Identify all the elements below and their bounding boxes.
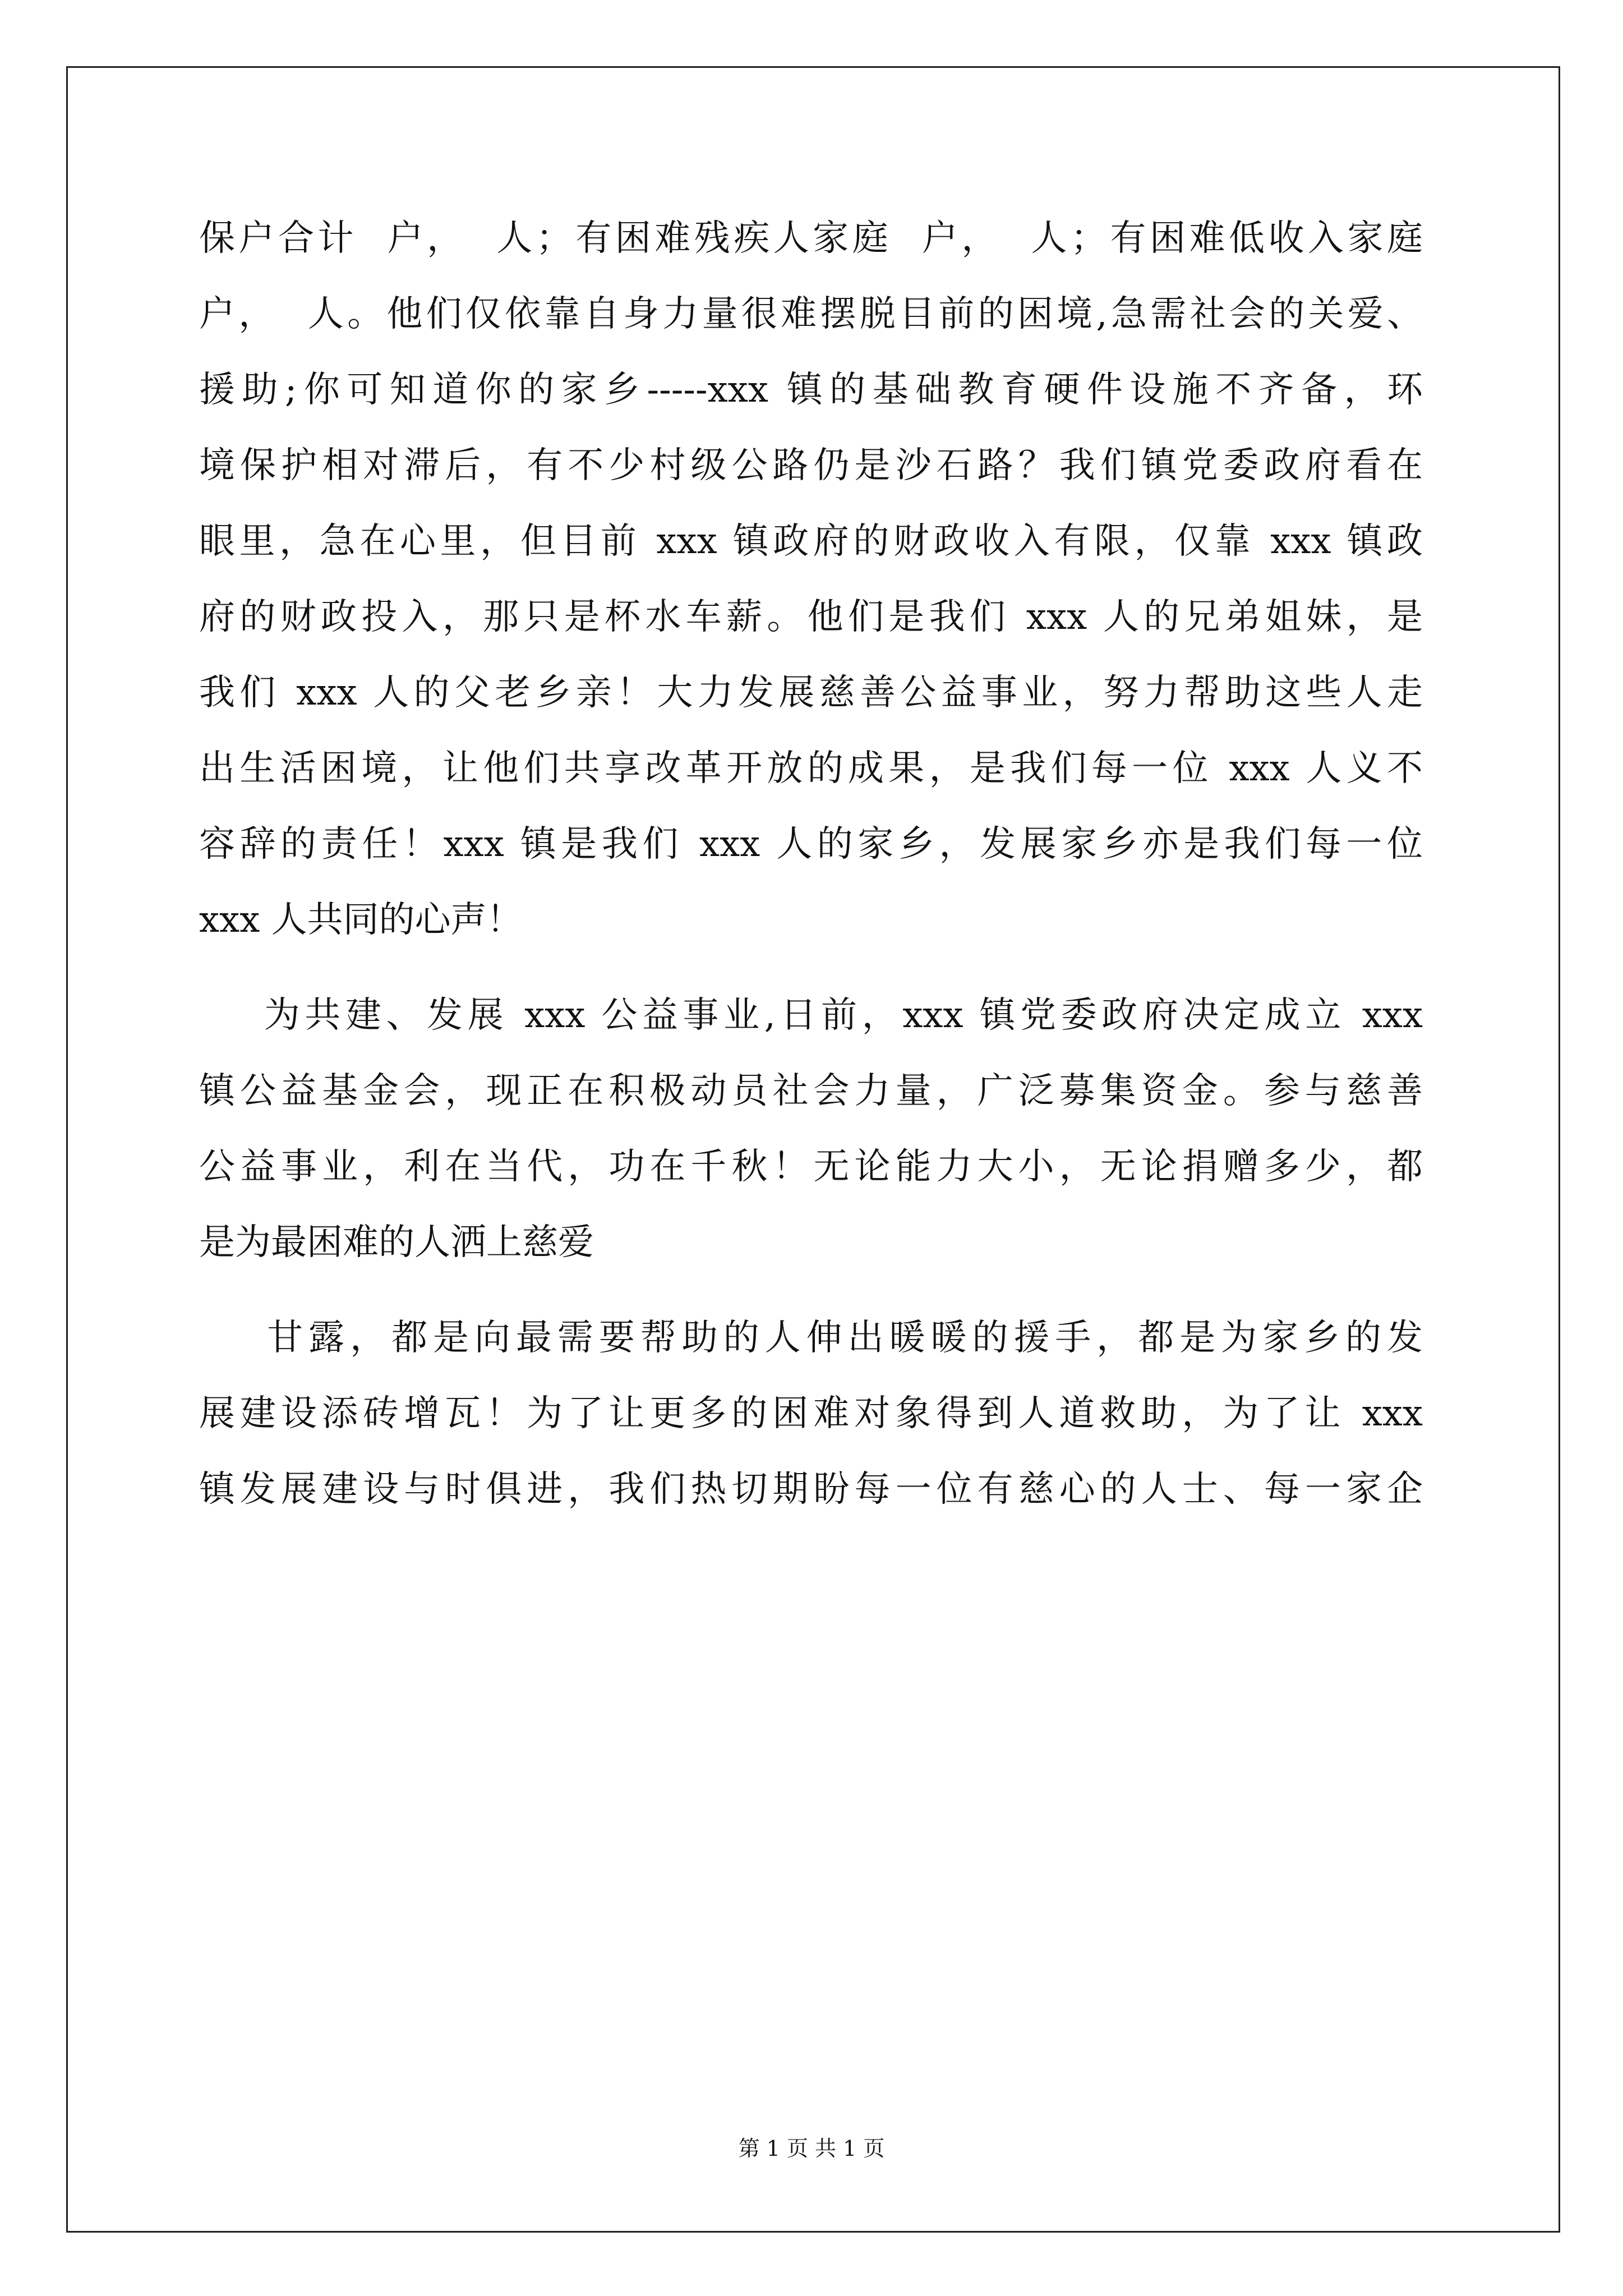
text-line: 公益事业，利在当代，功在千秋！无论能力大小，无论捐赠多少，都 [199,1146,1423,1188]
text-line: xxx 人共同的心声！ [199,899,523,941]
text-line: 眼里，急在心里，但目前 xxx 镇政府的财政收入有限，仅靠 xxx 镇政 [199,521,1423,562]
text-line: 展建设添砖增瓦！为了让更多的困难对象得到人道救助，为了让 xxx [199,1393,1423,1434]
text-line: 我们 xxx 人的父老乡亲！大力发展慈善公益事业，努力帮助这些人走 [199,672,1423,714]
text-line: 出生活困境，让他们共享改革开放的成果，是我们每一位 xxx 人义不 [199,748,1423,789]
text-line: 镇公益基金会，现正在积极动员社会力量，广泛募集资金。参与慈善 [199,1070,1423,1112]
text-line: 甘露，都是向最需要帮助的人伸出暖暖的援手，都是为家乡的发 [199,1317,1423,1359]
text-line: 是为最困难的人洒上慈爱 [199,1222,594,1263]
text-line: 容辞的责任！xxx 镇是我们 xxx 人的家乡，发展家乡亦是我们每一位 [199,823,1423,865]
text-line: 为共建、发展 xxx 公益事业,日前，xxx 镇党委政府决定成立 xxx [199,995,1423,1036]
text-line: 保户合计 户， 人；有困难残疾人家庭 户， 人；有困难低收入家庭 [199,218,1423,259]
text-line: 府的财政投入，那只是杯水车薪。他们是我们 xxx 人的兄弟姐妹，是 [199,596,1423,638]
text-line: 户， 人。他们仅依靠自身力量很难摆脱目前的困境,急需社会的关爱、 [199,293,1423,335]
page-number-footer: 第 1 页 共 1 页 [738,2136,885,2161]
text-line: 援助;你可知道你的家乡-----xxx 镇的基础教育硬件设施不齐备，环 [199,369,1423,411]
text-line: 境保护相对滞后，有不少村级公路仍是沙石路？我们镇党委政府看在 [199,445,1423,486]
text-line: 镇发展建设与时俱进，我们热切期盼每一位有慈心的人士、每一家企 [199,1469,1423,1510]
